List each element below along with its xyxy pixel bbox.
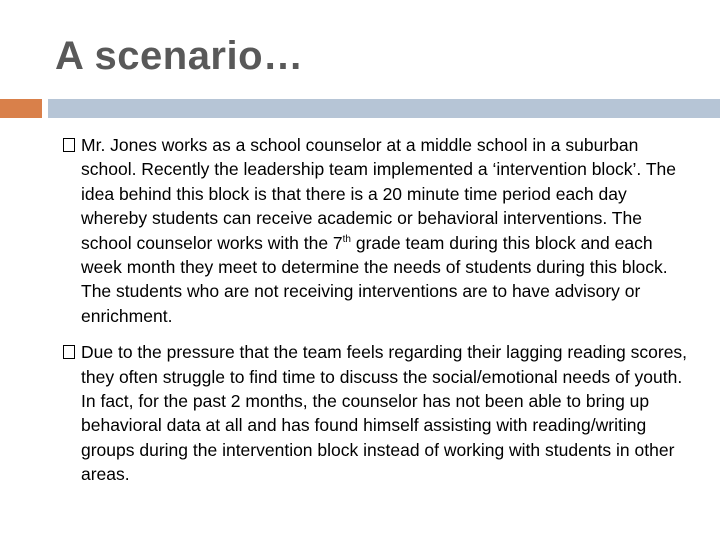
accent-bar xyxy=(0,99,42,118)
bullet-1-text: Mr. Jones works as a school counselor at a middle school in a suburban school. Recently the leadership team implemented a ‘intervention block’. The idea behind this block is that there is a 20 minute time period each day whereby students can receive academic or behavioral interventions. The school counselor works with the 7 xyxy=(81,135,676,253)
slide-body xyxy=(63,133,693,499)
slide-title: A scenario… xyxy=(55,34,304,78)
bullet-paragraph-2 xyxy=(63,340,693,486)
bullet-1-text-continued: grade team during this block and each week month they meet to determine the needs of students during this block. The students who are not receiving interventions are to have advisory or enrichment. xyxy=(81,232,668,326)
header-divider-bar xyxy=(48,99,720,118)
bullet-2-text: Due to the pressure that the team feels regarding their lagging reading scores, they often struggle to find time to discuss the social/emotional needs of youth. In fact, for the past 2 months, the counselor has not been able to bring up behavioral data at all and has found himself assisting with reading/writing groups during the intervention block instead of working with students in other areas. xyxy=(81,342,688,485)
missing-glyph-box-icon xyxy=(63,138,75,152)
bullet-paragraph-1 xyxy=(63,133,693,328)
missing-glyph-box-icon xyxy=(63,345,75,359)
ordinal-suffix: th xyxy=(342,233,351,245)
